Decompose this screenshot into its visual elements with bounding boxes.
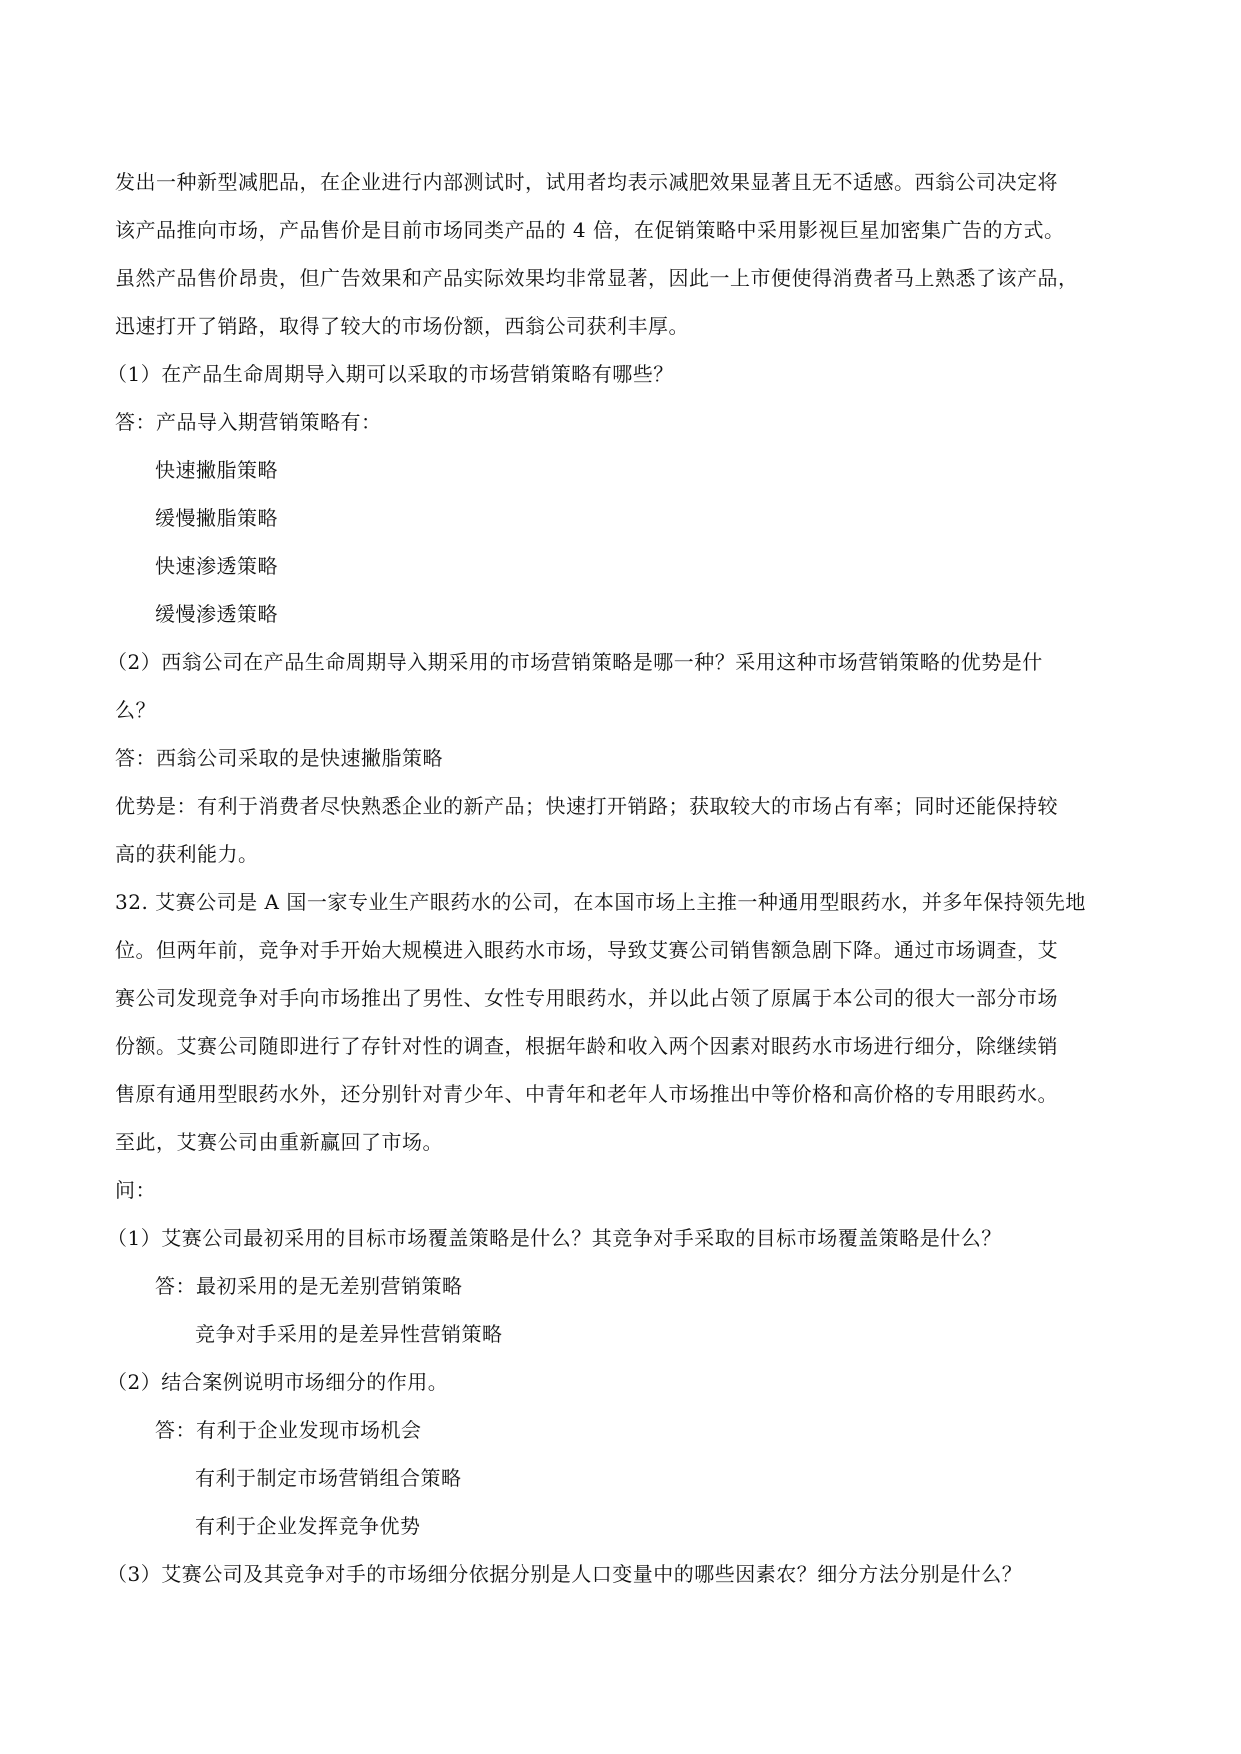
paragraph-line: 位。但两年前，竞争对手开始大规模进入眼药水市场，导致艾赛公司销售额急剧下降。通过市场调查，艾 xyxy=(115,938,1058,962)
case2-question-1: （1）艾赛公司最初采用的目标市场覆盖策略是什么？其竞争对手采取的目标市场覆盖策略是什么？ xyxy=(107,1226,1002,1250)
list-item: 缓慢渗透策略 xyxy=(155,602,278,626)
paragraph-line: 赛公司发现竞争对手向市场推出了男性、女性专用眼药水，并以此占领了原属于本公司的很大一部分市场 xyxy=(115,986,1058,1010)
paragraph-line: 至此，艾赛公司由重新赢回了市场。 xyxy=(115,1130,443,1154)
question-line: 么？ xyxy=(115,698,156,722)
document-body xyxy=(107,158,1127,1598)
paragraph-line: 32. 艾赛公司是 A 国一家专业生产眼药水的公司，在本国市场上主推一种通用型眼药水，并多年保持领先地 xyxy=(115,890,1086,914)
question-line: （2）西翁公司在产品生命周期导入期采用的市场营销策略是哪一种？采用这种市场营销策略的优势是什 xyxy=(107,650,1043,674)
list-item: 有利于制定市场营销组合策略 xyxy=(195,1466,462,1490)
list-item: 缓慢撇脂策略 xyxy=(155,506,278,530)
case1-question-2 xyxy=(107,638,1127,734)
case1-answer-2: 答：西翁公司采取的是快速撇脂策略 xyxy=(115,746,443,770)
list-item: 快速撇脂策略 xyxy=(155,458,278,482)
paragraph-line: 售原有通用型眼药水外，还分别针对青少年、中青年和老年人市场推出中等价格和高价格的专用眼药水。 xyxy=(115,1082,1058,1106)
case1-paragraph xyxy=(115,158,1127,350)
paragraph-line: 虽然产品售价昂贵，但广告效果和产品实际效果均非常显著，因此一上市便使得消费者马上熟悉了该产品， xyxy=(115,266,1079,290)
list-item: 快速渗透策略 xyxy=(155,554,278,578)
case2-ask-label: 问： xyxy=(115,1178,156,1202)
case2-question-3: （3）艾赛公司及其竞争对手的市场细分依据分别是人口变量中的哪些因素农？细分方法分别是什么？ xyxy=(107,1562,1023,1586)
advantage-line: 高的获利能力。 xyxy=(115,842,259,866)
case2-paragraph xyxy=(115,878,1127,1166)
paragraph-line: 该产品推向市场，产品售价是目前市场同类产品的 4 倍，在促销策略中采用影视巨星加密集广告的方式。 xyxy=(115,218,1065,242)
advantage-line: 优势是：有利于消费者尽快熟悉企业的新产品；快速打开销路；获取较大的市场占有率；同时还能保持较 xyxy=(115,794,1058,818)
case1-answer-1-intro: 答：产品导入期营销策略有： xyxy=(115,410,382,434)
case1-answer-1-list xyxy=(115,446,1127,638)
case2-answer-1-second: 竞争对手采用的是差异性营销策略 xyxy=(195,1322,503,1346)
list-item: 有利于企业发挥竞争优势 xyxy=(195,1514,421,1538)
paragraph-line: 迅速打开了销路，取得了较大的市场份额，西翁公司获利丰厚。 xyxy=(115,314,689,338)
paragraph-line: 份额。艾赛公司随即进行了存针对性的调查，根据年龄和收入两个因素对眼药水市场进行细分，除继续销 xyxy=(115,1034,1058,1058)
case1-question-1: （1）在产品生命周期导入期可以采取的市场营销策略有哪些？ xyxy=(107,362,674,386)
case2-answer-1: 答：最初采用的是无差别营销策略 xyxy=(155,1274,463,1298)
paragraph-line: 发出一种新型减肥品，在企业进行内部测试时，试用者均表示减肥效果显著且无不适感。西翁公司决定将 xyxy=(115,170,1058,194)
case2-question-2: （2）结合案例说明市场细分的作用。 xyxy=(107,1370,449,1394)
case2-answer-2: 答：有利于企业发现市场机会 xyxy=(155,1418,422,1442)
case1-answer-2-advantage xyxy=(115,782,1127,878)
